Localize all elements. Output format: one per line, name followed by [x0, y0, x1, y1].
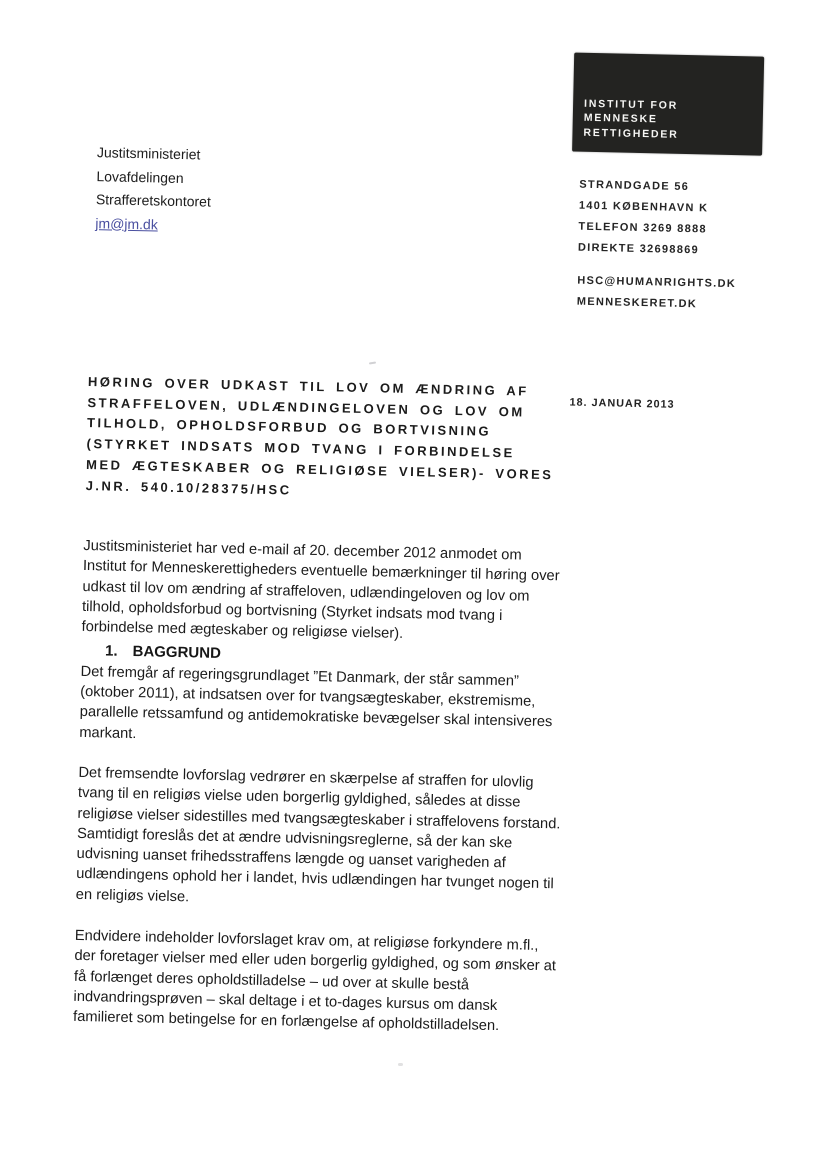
recipient-address-block — [95, 141, 212, 237]
recipient-line-office: Strafferetskontoret — [95, 191, 211, 210]
sender-street: STRANDGADE 56 — [579, 178, 690, 194]
letter-body — [73, 536, 568, 1038]
paragraph-background: Det fremgår af regeringsgrundlaget ”Et Danmark, der står sammen” (oktober 2011), at indsatsen over for tvangsægteskaber, ekstremisme, parallelle retssamfund og antidemokratiske bevægelser skal intensiveres markant. — [79, 663, 553, 742]
sender-address-group — [578, 175, 739, 262]
paragraph-intro: Justitsministeriet har ved e-mail af 20. december 2012 anmodet om Institut for Menneskerettigheders eventuelle bemærkninger til høring over udkast til lov om ændring af straffeloven, udlændingeloven og lov om tilhold, opholdsforbud og bortvisning (Styrket indsats mod tvang i forbindelse med ægteskaber og religiøse vielser). — [81, 537, 560, 643]
sender-contact-block — [577, 175, 739, 316]
subject-line-6: J.NR. 540.10/28375/HSC — [85, 477, 292, 497]
recipient-email-link[interactable]: jm@jm.dk — [95, 214, 159, 232]
sender-direct-phone: DIREKTE 32698869 — [577, 241, 700, 257]
subject-heading — [85, 372, 555, 506]
logo-line-1: INSTITUT FOR — [584, 97, 679, 112]
recipient-email-row — [95, 212, 210, 238]
paragraph-requirements: Endvidere indeholder lovforslaget krav om, at religiøse forkyndere m.fl., der foretager vielser med eller uden borgerlig gyldighed, og som ønsker at få forlænget deres opholdstilladelse – ud over at skulle bestå indvandringsprøven – skal deltage i et to-dages kursus om dansk familieret som betingelse for en forlængelse af opholdstilladelsen. — [72, 927, 557, 1035]
sender-phone: TELEFON 3269 8888 — [578, 220, 708, 236]
paragraph-proposal: Det fremsendte lovforslag vedrører en skærpelse af straffen for ulovlig tvang til en religiøs vielse uden borgerlig gyldighed, således at disse religiøse vielser sidestilles med tvangsægteskaber i straffelovens forstand. Samtidigt foreslås det at ændre udvisningsreglerne, så der kan ske udvisning uanset frihedsstraffens længde og uanset varigheden af udlændingens ophold her i landet, hvis udlændingen har tvunget nogen til en religiøs vielse. — [75, 764, 561, 906]
sender-email: HSC@HUMANRIGHTS.DK — [577, 274, 737, 291]
logo-line-2: MENNESKE — [583, 111, 658, 126]
letter-date: 18. JANUAR 2013 — [569, 396, 675, 411]
subject-line-5: MED ÆGTESKABER OG RELIGIØSE VIELSER)- VORES — [85, 456, 554, 482]
section-number: 1. — [104, 642, 118, 661]
subject-line-1: HØRING OVER UDKAST TIL LOV OM ÆNDRING AF — [87, 374, 529, 399]
sender-online-group — [577, 271, 737, 316]
institute-logo-text — [583, 96, 679, 142]
sender-city: 1401 KØBENHAVN K — [578, 199, 709, 215]
subject-line-4: (STYRKET INDSATS MOD TVANG I FORBINDELSE — [86, 436, 515, 461]
sender-website: MENNESKERET.DK — [576, 295, 698, 311]
institute-logo — [572, 53, 764, 156]
section-title: BAGGRUND — [132, 643, 222, 663]
logo-line-3: RETTIGHEDER — [583, 126, 679, 141]
subject-line-3: TILHOLD, OPHOLDSFORBUD OG BORTVISNING — [86, 415, 492, 440]
recipient-line-ministry: Justitsministeriet — [96, 144, 201, 163]
subject-line-2: STRAFFELOVEN, UDLÆNDINGELOVEN OG LOV OM — [87, 394, 525, 420]
scan-artifact-speck — [398, 1063, 403, 1066]
recipient-line-department: Lovafdelingen — [96, 167, 184, 186]
